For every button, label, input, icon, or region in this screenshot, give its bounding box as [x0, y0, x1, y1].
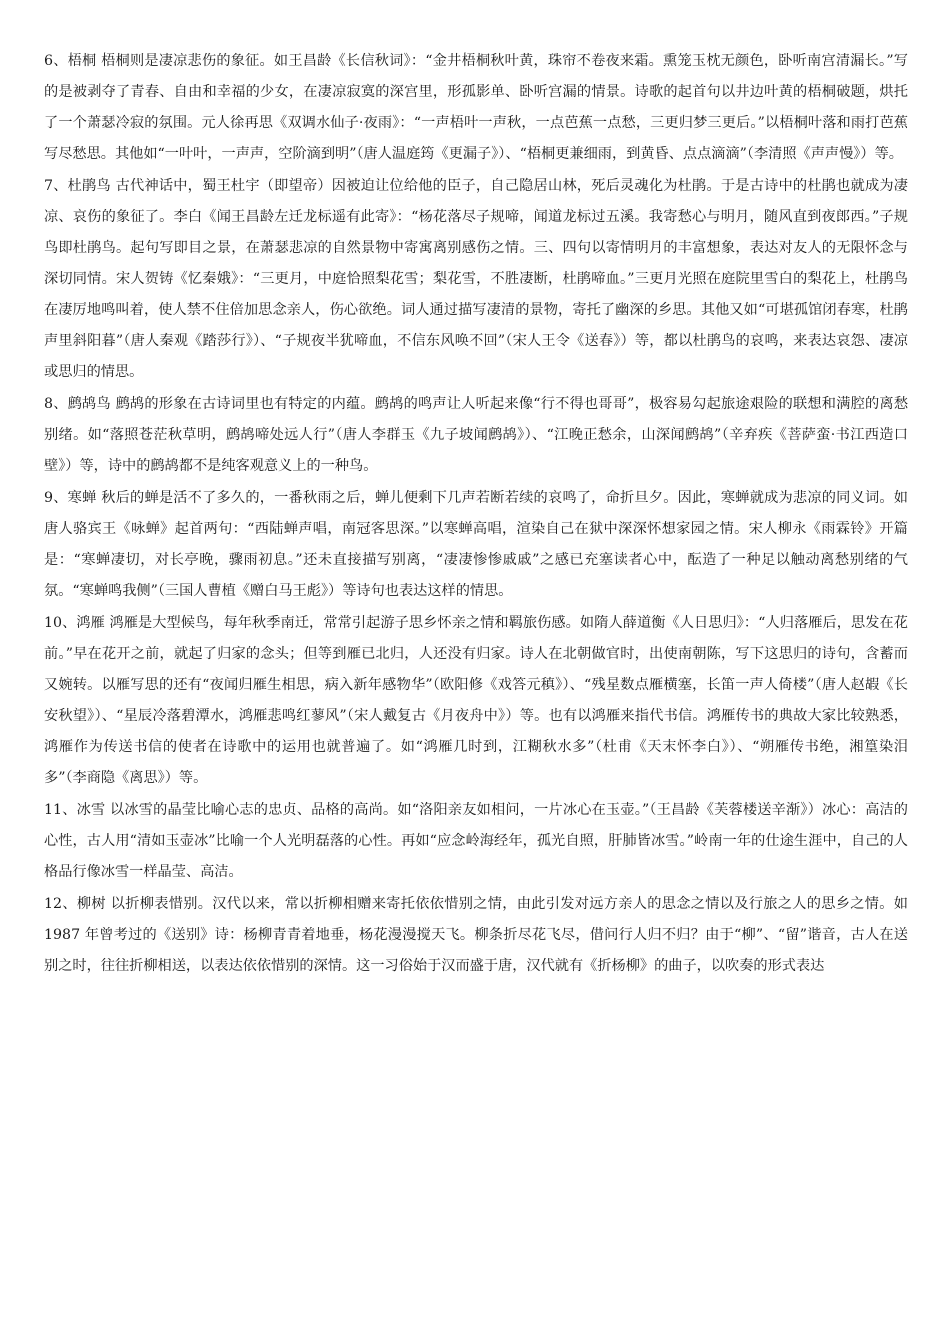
paragraph-hanchan: 9、寒蝉 秋后的蝉是活不了多久的，一番秋雨之后，蝉儿便剩下几声若断若续的哀鸣了，命折旦夕。因此，寒蝉就成为悲凉的同义词。如唐人骆宾王《咏蝉》起首两句：“西陆蝉声唱，南冠客思深。”以寒蝉高唱，渲染自己在狱中深深怀想家园之情。宋人柳永《雨霖铃》开篇是：“寒蝉凄切，对长亭晚，骤雨初息。”还未直接描写别离，“凄凄惨惨戚戚”之感已充塞读者心中，酝造了一种足以触动离愁别绪的气氛。“寒蝉鸣我侧”（三国人曹植《赠白马王彪》）等诗句也表达这样的情思。 [44, 490, 908, 599]
paragraph-liushu: 12、柳树 以折柳表惜别。汉代以来，常以折柳相赠来寄托依依惜别之情，由此引发对远方亲人的思念之情以及行旅之人的思乡之情。如 1987 年曾考过的《送别》诗：杨柳青青着地垂，杨花漫漫搅天飞。柳条折尽花飞尽，借问行人归不归？由于“柳”、“留”谐音，古人在送别之时，往往折柳相送，以表达依依惜别的深情。这一习俗始于汉而盛于唐，汉代就有《折杨柳》的曲子，以吹奏的形式表达 [44, 896, 908, 974]
paragraph-wutong: 6、梧桐 梧桐则是凄凉悲伤的象征。如王昌龄《长信秋词》：“金井梧桐秋叶黄，珠帘不卷夜来霜。熏笼玉枕无颜色，卧听南宫清漏长。”写的是被剥夺了青春、自由和幸福的少女，在凄凉寂寞的深宫里，形孤影单、卧听宫漏的情景。诗歌的起首句以井边叶黄的梧桐破题，烘托了一个萧瑟冷寂的氛围。元人徐再思《双调水仙子·夜雨》：“一声梧叶一声秋，一点芭蕉一点愁，三更归梦三更后。”以梧桐叶落和雨打芭蕉写尽愁思。其他如“一叶叶，一声声，空阶滴到明”（唐人温庭筠《更漏子》）、“梧桐更兼细雨，到黄昏、点点滴滴”（李清照《声声慢》）等。 [44, 53, 908, 162]
paragraph-zhegu: 8、鹧鸪鸟 鹧鸪的形象在古诗词里也有特定的内蕴。鹧鸪的鸣声让人听起来像“行不得也哥哥”，极容易勾起旅途艰险的联想和满腔的离愁别绪。如“落照苍茫秋草明，鹧鸪啼处远人行”（唐人李群玉《九子坡闻鹧鸪》）、“江晚正愁余，山深闻鹧鸪”（辛弃疾《菩萨蛮·书江西造口壁》）等，诗中的鹧鸪都不是纯客观意义上的一种鸟。 [44, 396, 909, 474]
paragraph-hongyan: 10、鸿雁 鸿雁是大型候鸟，每年秋季南迁，常常引起游子思乡怀亲之情和羁旅伤感。如隋人薛道衡《人日思归》：“人归落雁后，思发在花前。”早在花开之前，就起了归家的念头；但等到雁已北归，人还没有归家。诗人在北朝做官时，出使南朝陈，写下这思归的诗句，含蓄而又婉转。以雁写思的还有“夜闻归雁生相思，病入新年感物华”（欧阳修《戏答元稹》）、“残星数点雁横塞，长笛一声人倚楼”（唐人赵嘏《长安秋望》）、“星辰冷落碧潭水，鸿雁悲鸣红蓼风”（宋人戴复古《月夜舟中》）等。也有以鸿雁来指代书信。鸿雁传书的典故大家比较熟悉，鸿雁作为传送书信的使者在诗歌中的运用也就普遍了。如“鸿雁几时到，江糊秋水多”（杜甫《天末怀李白》）、“朔雁传书绝，湘篁染泪多”（李商隐《离思》）等。 [44, 615, 908, 786]
document-page [44, 46, 908, 982]
paragraph-dujuan: 7、杜鹃鸟 古代神话中，蜀王杜宇（即望帝）因被迫让位给他的臣子，自己隐居山林，死后灵魂化为杜鹃。于是古诗中的杜鹃也就成为凄凉、哀伤的象征了。李白《闻王昌龄左迁龙标遥有此寄》：“杨花落尽子规啼，闻道龙标过五溪。我寄愁心与明月，随风直到夜郎西。”子规鸟即杜鹃鸟。起句写即目之景，在萧瑟悲凉的自然景物中寄寓离别感伤之情。三、四句以寄情明月的丰富想象，表达对友人的无限怀念与深切同情。宋人贺铸《忆秦娥》：“三更月，中庭恰照梨花雪；梨花雪，不胜凄断，杜鹃啼血。”三更月光照在庭院里雪白的梨花上，杜鹃鸟在凄厉地鸣叫着，使人禁不住倍加思念亲人，伤心欲绝。词人通过描写凄清的景物，寄托了幽深的乡思。其他又如“可堪孤馆闭春寒，杜鹃声里斜阳暮”（唐人秦观《踏莎行》）、“子规夜半犹啼血，不信东风唤不回”（宋人王令《送春》）等，都以杜鹃鸟的哀鸣，来表达哀怨、凄凉或思归的情思。 [44, 178, 908, 380]
paragraph-bingxue: 11、冰雪 以冰雪的晶莹比喻心志的忠贞、品格的高尚。如“洛阳亲友如相问，一片冰心在玉壶。”（王昌龄《芙蓉楼送辛渐》）冰心：高洁的心性，古人用“清如玉壶冰”比喻一个人光明磊落的心性。再如“应念岭海经年，孤光自照，肝肺皆冰雪。”岭南一年的仕途生涯中，自己的人格品行像冰雪一样晶莹、高洁。 [44, 802, 908, 880]
